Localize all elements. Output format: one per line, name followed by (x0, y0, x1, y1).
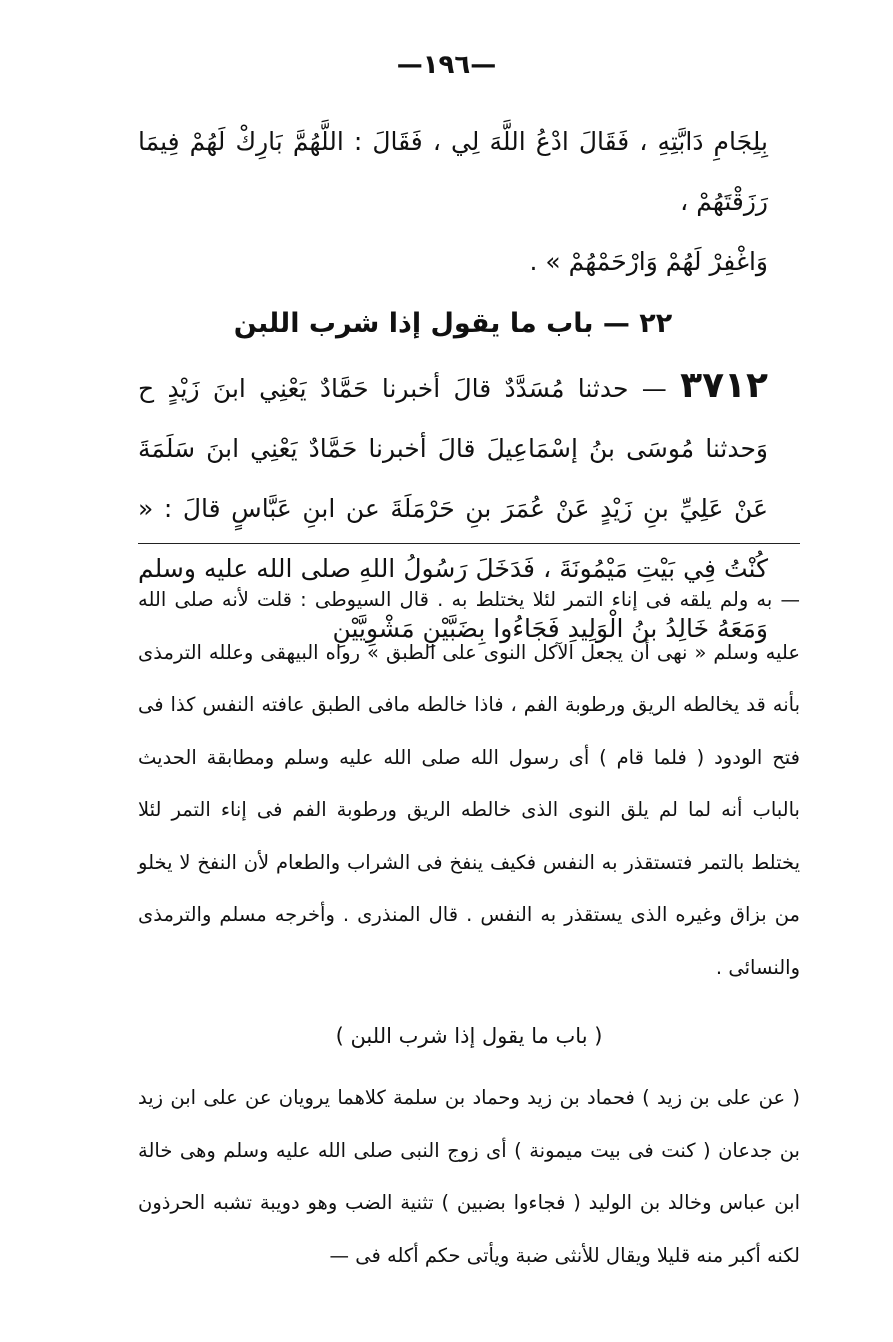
footnote-divider (138, 543, 800, 544)
page-number: —١٩٦— (396, 50, 497, 80)
hadith-text-line-1: بِلِجَامِ دَابَّتِهِ ، فَقَالَ ادْعُ اللَّهَ لِي ، فَقَالَ : اللَّهُمَّ بَارِكْ لَهُمْ فِيمَا رَزَقْتَهُمْ ، (138, 127, 768, 216)
hadith-text-line-2: وَاغْفِرْ لَهُمْ وَارْحَمْهُمْ » . (529, 247, 768, 276)
commentary-paragraph-2: ( عن على بن زيد ) فحماد بن زيد وحماد بن سلمة كلاهما يرويان عن على ابن زيد بن جدعان ( كنت فى بيت ميمونة ) أى زوج النبى صلى الله عليه وسلم وهى خالة ابن عباس وخالد بن الوليد ( فجاءوا بضبين ) تثنية الضب وهو دويبة تشبه الحرذون لكنه أكبر منه قليلا ويقال للأنثى ضبة ويأتى حكم أكله فى — (138, 1086, 800, 1267)
commentary-sub-heading: ( باب ما يقول إذا شرب اللبن ) (335, 1024, 603, 1048)
commentary-paragraph-1: — به ولم يلقه فى إناء التمر لئلا يختلط به . قال السيوطى : قلت لأنه صلى الله عليه وسلم « نهى أن يجعل الآكل النوى على الطبق » رواه البيهقى وعلله الترمذى بأنه قد يخالطه الريق ورطوبة الفم ، فاذا خالطه مافى الطبق عافته النفس كذا فى فتح الودود ( فلما قام ) أى رسول الله صلى الله عليه وسلم ومطابقة الحديث بالباب أنه لما لم يلق النوى الذى خالطه الريق ورطوبة الفم فى إناء التمر لئلا يختلط بالتمر فتستقذر به النفس فكيف ينفخ فى الشراب والطعام لأن النفخ لا يخلو من بزاق وغيره الذى يستقذر به النفس . قال المنذرى . وأخرجه مسلم والترمذى والنسائى . (138, 588, 800, 979)
chapter-heading: ٢٢ — باب ما يقول إذا شرب اللبن (233, 308, 673, 339)
hadith-chain-and-text: — حدثنا مُسَدَّدٌ قالَ أخبرنا حَمَّادٌ يَعْنِي ابنَ زَيْدٍ ح وَحدثنا مُوسَى بنُ إسْمَاعِيلَ قالَ أخبرنا حَمَّادٌ يَعْنِي ابنَ سَلَمَةَ عَنْ عَلِيِّ بنِ زَيْدٍ عَنْ عُمَرَ بنِ حَرْمَلَةَ عن ابنِ عَبَّاسٍ قالَ : « كُنْتُ فِي بَيْتِ مَيْمُونَةَ ، فَدَخَلَ رَسُولُ اللهِ صلى الله عليه وسلم وَمَعَهُ خَالِدُ بنُ الْوَلِيدِ فَجَاءُوا بِضَبَّيْنِ مَشْوِيَّيْنِ (138, 374, 768, 643)
hadith-number: ٣٧١٢ (680, 365, 768, 406)
commentary-block (138, 574, 800, 1282)
